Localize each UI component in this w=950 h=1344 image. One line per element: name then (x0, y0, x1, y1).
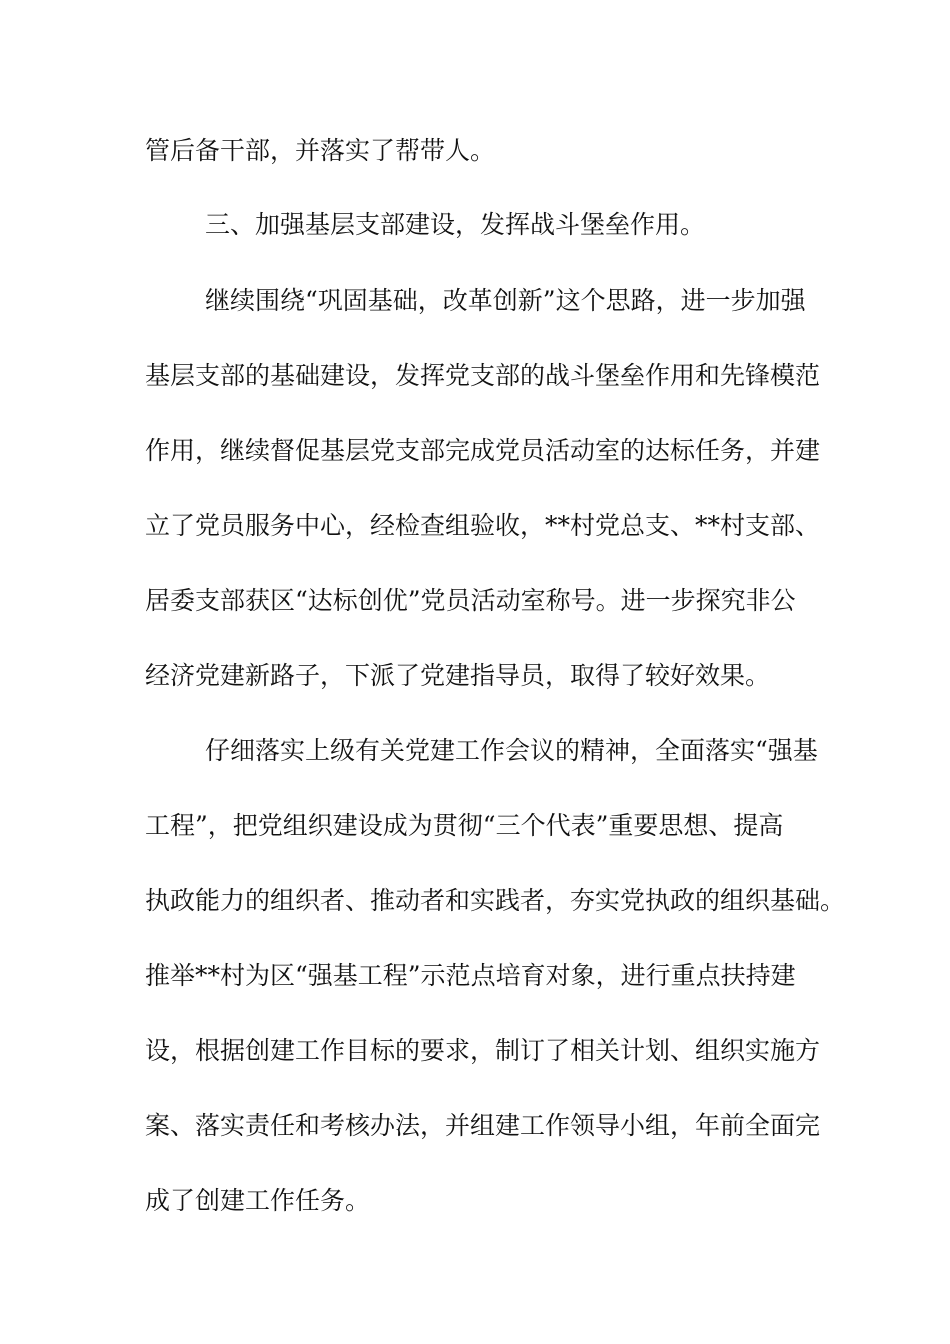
section-heading: 三、加强基层支部建设，发挥战斗堡垒作用。 (205, 210, 706, 239)
text-line: 经济党建新路子，下派了党建指导员，取得了较好效果。 (145, 661, 771, 690)
text-line: 管后备干部，并落实了帮带人。 (145, 136, 496, 165)
text-line: 工程”，把党组织建设成为贯彻“三个代表”重要思想、提高 (145, 811, 784, 840)
text-line: 执政能力的组织者、推动者和实践者，夯实党执政的组织基础。 (145, 886, 846, 915)
text-line: 成了创建工作任务。 (145, 1186, 371, 1215)
text-line: 基层支部的基础建设，发挥党支部的战斗堡垒作用和先锋模范 (145, 361, 821, 390)
paragraph-first-line: 继续围绕“巩固基础，改革创新”这个思路，进一步加强 (205, 286, 806, 315)
paragraph-first-line: 仔细落实上级有关党建工作会议的精神，全面落实“强基 (205, 736, 818, 765)
text-line: 设，根据创建工作目标的要求，制订了相关计划、组织实施方 (145, 1036, 821, 1065)
text-line: 立了党员服务中心，经检查组验收，**村党总支、**村支部、 (145, 511, 821, 540)
text-line: 推举**村为区“强基工程”示范点培育对象，进行重点扶持建 (145, 961, 796, 990)
text-line: 居委支部获区“达标创优”党员活动室称号。进一步探究非公 (145, 586, 796, 615)
text-line: 案、落实责任和考核办法，并组建工作领导小组，年前全面完 (145, 1111, 821, 1140)
text-line: 作用，继续督促基层党支部完成党员活动室的达标任务，并建 (145, 436, 821, 465)
